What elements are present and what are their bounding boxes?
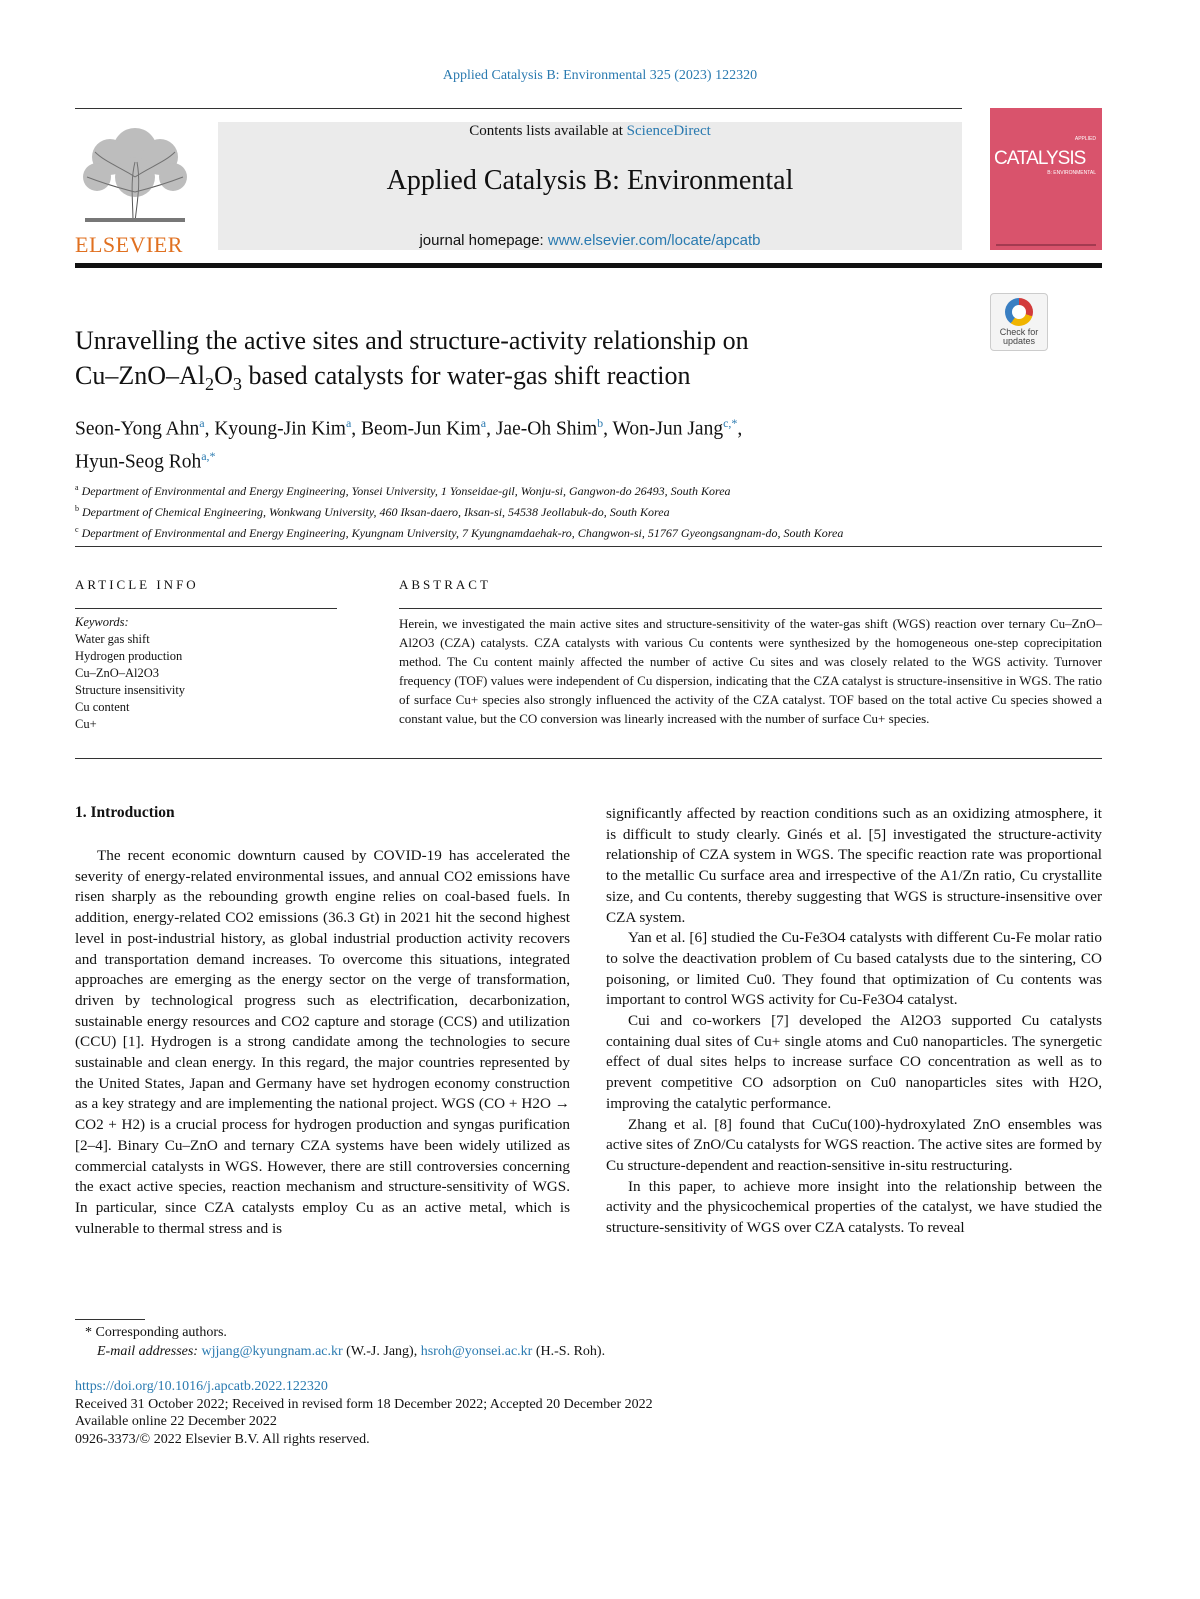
publication-info xyxy=(75,1378,653,1448)
email-line: E-mail addresses: wjjang@kyungnam.ac.kr (W.-J. Jang), hsroh@yonsei.ac.kr (H.-S. Roh). xyxy=(97,1344,606,1359)
corresponding-note: * Corresponding authors. xyxy=(85,1325,227,1340)
paragraph: Yan et al. [6] studied the Cu-Fe3O4 catalysts with different Cu-Fe molar ratio to solve the deactivation problem of Cu based catalysts due to the sintering, CO poisoning, or limited Cu0. They found that optimization of Cu contents was important to control WGS activity for Cu-Fe3O4 catalyst. xyxy=(606,929,1102,1009)
footnote xyxy=(75,1323,605,1361)
keyword: Cu+ xyxy=(75,717,97,731)
cover-top-text: APPLIED xyxy=(1074,136,1096,142)
author[interactable]: Hyun-Seog Roh xyxy=(75,451,202,472)
paragraph: Zhang et al. [8] found that CuCu(100)-hydroxylated ZnO ensembles was active sites of ZnO/Cu catalysts for WGS reaction. The active sites are formed by Cu structure-dependent and reaction-sensitive in-situ restructuring. xyxy=(606,1115,1102,1174)
paragraph: Cui and co-workers [7] developed the Al2O3 supported Cu catalysts containing dual sites of Cu+ single atoms and Cu0 nanoparticles. The synergetic effect of dual sites helps to increase surface CO concentration as well as to prevent competitive CO adsorption on Cu0 nanoparticles sites with H2O, improving the catalytic performance. xyxy=(606,1012,1102,1112)
keyword: Water gas shift xyxy=(75,632,150,646)
abstract-heading: ABSTRACT xyxy=(399,577,491,592)
email-link[interactable]: wjjang@kyungnam.ac.kr xyxy=(201,1344,343,1359)
body-column-right xyxy=(606,804,1102,1239)
abstract-text: Herein, we investigated the main active sites and structure-sensitivity of the water-gas shift (WGS) reaction over ternary Cu–ZnO–Al2O3 (CZA) catalysts. CZA catalysts with various Cu contents were synthesized by the homogeneous one-step coprecipitation method. The Cu content mainly affected the number of active Cu sites and was closely related to the WGS activity. Turnover frequency (TOF) values were independent of Cu dispersion, indicating that the CZA catalyst is structure-insensitive in WGS. The ratio of surface Cu+ species also strongly influenced the activity of the CZA catalyst. TOF based on the total active Cu species showed a constant value, but the CO conversion was linearly increased with the number of surface Cu+ species. xyxy=(399,616,1102,726)
article-info-rule xyxy=(75,608,337,609)
available-online: Available online 22 December 2022 xyxy=(75,1414,277,1429)
check-updates-label: Check for updates xyxy=(999,327,1039,346)
journal-banner xyxy=(218,122,962,250)
publisher-name: ELSEVIER xyxy=(75,232,183,257)
author[interactable]: Jae-Oh Shim xyxy=(495,418,598,440)
received-dates: Received 31 October 2022; Received in revised form 18 December 2022; Accepted 20 December 2022 xyxy=(75,1396,653,1412)
title-line-1: Unravelling the active sites and structure-activity relationship on xyxy=(75,326,749,355)
contents-line: Contents lists available at ScienceDirect xyxy=(469,123,711,139)
author[interactable]: Beom-Jun Kim xyxy=(361,418,481,440)
email-link[interactable]: hsroh@yonsei.ac.kr xyxy=(420,1344,533,1359)
abstract-rule xyxy=(399,608,1102,609)
keyword: Structure insensitivity xyxy=(75,683,186,697)
journal-cover[interactable] xyxy=(990,108,1102,250)
header-rule xyxy=(75,108,962,109)
cover-bar xyxy=(996,244,1096,246)
journal-reference[interactable]: Applied Catalysis B: Environmental 325 (2023) 122320 xyxy=(442,68,758,83)
keyword: Hydrogen production xyxy=(75,649,183,663)
keywords-list xyxy=(75,614,185,733)
abstract-bottom-rule xyxy=(75,758,1102,759)
paragraph: The recent economic downturn caused by COVID-19 has accelerated the severity of energy-related environmental issues, and annual CO2 emissions have risen sharply as the rebounding growth engine relies on coal-based fuels. In addition, energy-related CO2 emissions (36.3 Gt) in 2021 hit the second highest level in post-industrial history, as global industrial production activity recovers and transportation demand increases. To overcome this situations, integrated approaches are emerging as the energy sector on the verge of transformation, driven by technological progress such as electrification, decarbonization, sustainable energy resources and CO2 capture and storage (CCS) and utilization (CCU) [1]. Hydrogen is a strong candidate among the technologies to secure sustainable and clean energy. In this regard, the major countries represented by the United States, Japan and Germany have set hydrogen economy construction as a key strategy and are implementing the national project. WGS (CO + H2O → CO2 + H2) is a crucial process for hydrogen production and syngas purification [2–4]. Binary Cu–ZnO and ternary CZA systems have been widely utilized as commercial catalysts in WGS. However, there are still controversies concerning the exact active species, reaction mechanism and structure-sensitivity of WGS. In particular, since CZA catalysts employ Cu as an active metal, which is vulnerable to thermal stress and is xyxy=(75,847,570,1237)
journal-title: Applied Catalysis B: Environmental xyxy=(386,165,794,196)
cover-subtitle: B: ENVIRONMENTAL xyxy=(1047,170,1096,176)
author[interactable]: Kyoung-Jin Kim xyxy=(214,418,346,440)
affiliations xyxy=(75,479,1102,542)
body-column-left xyxy=(75,846,570,1239)
copyright: 0926-3373/© 2022 Elsevier B.V. All rights reserved. xyxy=(75,1431,370,1447)
crossmark-icon xyxy=(1005,298,1033,326)
author[interactable]: Seon-Yong Ahn xyxy=(75,418,200,440)
title-line-2: $Cu-ZnO-Al_2O_3$ based catalysts for water-gas shift reaction xyxy=(75,361,691,395)
footnote-rule xyxy=(75,1319,145,1320)
keywords-label: Keywords: xyxy=(75,615,129,629)
author-list: Seon-Yong Ahn$^a$, Kyoung-Jin Kim$^a$, Beom-Jun Kim$^a$, Jae-Oh Shim$^b$, Won-Jun Jang$^{c,*}$, Hyun-Seog Roh$^{a,*}$ xyxy=(75,416,743,472)
keyword: Cu content xyxy=(75,700,130,714)
affiliation: $^a$ Department of Environmental and Energy Engineering, Yonsei University, 1 Yonseidae-gil, Wonju-si, Gangwon-do 26493, South Korea xyxy=(75,483,731,498)
header-thick-rule xyxy=(75,263,1102,268)
sciencedirect-link[interactable]: ScienceDirect xyxy=(626,123,711,139)
homepage-link[interactable]: www.elsevier.com/locate/apcatb xyxy=(547,232,761,249)
affiliation: $^b$ Department of Chemical Engineering, Wonkwang University, 460 Iksan-daero, Iksan-si, 54538 Jeollabuk-do, South Korea xyxy=(75,504,670,519)
section-rule xyxy=(75,546,1102,547)
section-heading: 1. Introduction xyxy=(75,804,175,821)
paragraph: In this paper, to achieve more insight into the relationship between the activity and the physicochemical properties of the catalyst, we have studied the structure-sensitivity of WGS over CZA catalysts. To reveal xyxy=(606,1177,1102,1237)
check-for-updates-button[interactable] xyxy=(990,293,1048,351)
doi-link[interactable]: https://doi.org/10.1016/j.apcatb.2022.122320 xyxy=(75,1379,328,1394)
article-info-heading: ARTICLE INFO xyxy=(75,577,199,592)
keyword: Cu–ZnO–Al2O3 xyxy=(75,666,160,680)
cover-title: CATALYSIS xyxy=(994,148,1086,169)
paragraph: significantly affected by reaction conditions such as an oxidizing atmosphere, it is difficult to study clearly. Ginés et al. [5] investigated the structure-activity relationship of CZA system in WGS. The specific reaction rate was proportional to the metallic Cu surface area and irrespective of the A1/Zn ratio, Cu crystallite size, and Cu contents, thereby suggesting that WGS is structure-insensitive over CZA system. xyxy=(606,805,1102,926)
affiliation: $^c$ Department of Environmental and Energy Engineering, Kyungnam University, 7 Kyungnamdaehak-ro, Changwon-si, 51767 Gyeongsangnam-do, South Korea xyxy=(75,525,844,540)
journal-homepage: journal homepage: www.elsevier.com/locate/apcatb xyxy=(419,232,761,249)
article-title xyxy=(75,323,955,402)
author[interactable]: Won-Jun Jang xyxy=(612,418,724,440)
